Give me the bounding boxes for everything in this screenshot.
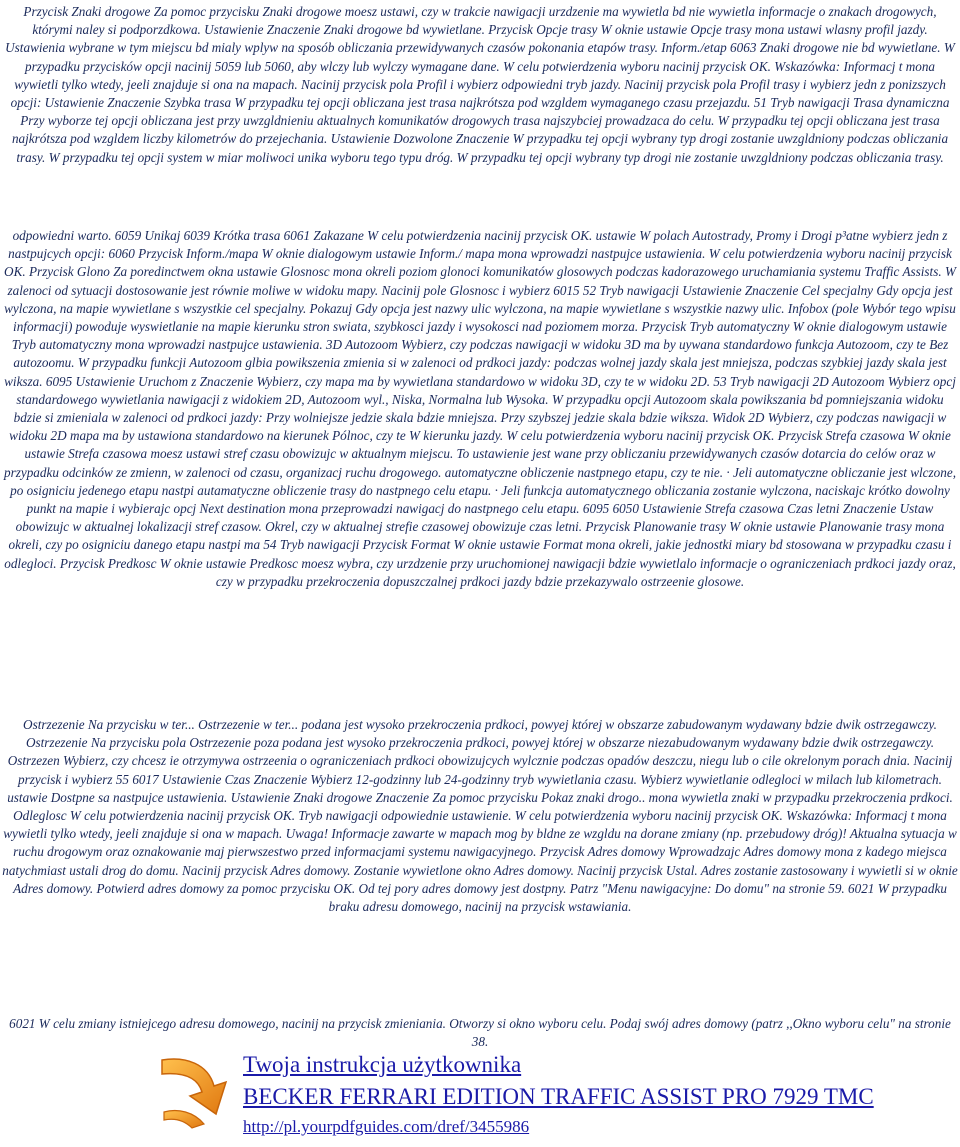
footer-text-group (243, 1050, 874, 1138)
paragraph-text: 6021 W celu zmiany istniejcego adresu domowego, nacinij na przycisk zmieniania. Otworzy si okno wyboru celu. Podaj swój adres domowy (patrz ,,Okno wyboru celu" na stronie 38. (9, 1016, 951, 1050)
paragraph-text: Przycisk Znaki drogowe Za pomoc przycisku Znaki drogowe moesz ustawi, czy w trakcie nawigacji urzdzenie ma wywietla bd nie wywietla informacje o znakach drogowych, którymi naley si podporzdkowa. Ustawienie Znaczenie Znaki drogowe bd wywietlane. Przycisk Opcje trasy W oknie ustawie Opcje trasy mona ustawi wlasny profil jazdy. Ustawienia wybrane w tym miejscu bd mialy wplyw na sposób obliczania przewidywanych czasów pokonania etapów trasy. Inform./etap 6063 Znaki drogowe nie bd wywietlane. W przypadku przycisków opcji nacinij 5059 lub 5060, aby wlczy lub wylczy wymagane dane. W celu potwierdzenia wyboru nacinij przycisk OK. Wskazówka: Informacj t mona wywietli tylko wtedy, jeeli znajduje si ona na mapach. Nacinij przycisk pola Profil i wybierz odpowiedni tryb jazdy. Nacinij przycisk pola Profil trasy i wybierz jedn z ponizszych opcji: Ustawienie Znaczenie Szybka trasa W przypadku tej opcji obliczana jest trasa najkrótsza pod wzgldem wymaganego czasu przejazdu. 51 Tryb nawigacji Trasa dynamiczna Przy wyborze tej opcji obliczana jest przy uwzgldnieniu aktualnych komunikatów drogowych trasa najszybciej prowadzaca do celu. W przypadku tej opcji obliczana jest trasa najkrótsza pod wzgldem liczby kilometrów do przejechania. Ustawienie Dozwolone Znaczenie W przypadku tej opcji wybrany typ drogi zostanie uwzgldniony podczas obliczania trasy. W przypadku tej opcji system w miar moliwoci unika wyboru tego typu dróg. W przypadku tej opcji wybrany typ drogi nie zostanie uwzgldniony podczas obliczania trasy. (5, 4, 955, 165)
paragraph-adres-domowy (2, 1015, 958, 1051)
footer-banner (0, 1050, 960, 1147)
paragraph-text: odpowiedni warto. 6059 Unikaj 6039 Krótka trasa 6061 Zakazane W celu potwierdzenia nacinij przycisk OK. ustawie W polach Autostrady, Promy i Drogi p³atne wybierz jedn z nastpujcych opcji: 6060 Przycisk Inform./mapa W oknie dialogowym ustawie Inform./ mapa mona wprowadzi nastpujce ustawienia. W celu potwierdzenia wyboru nacinij przycisk OK. Przycisk Glono Za poredinctwem okna ustawie Glosnosc mona okreli poziom glonoci komunikatów glosowych podczas kadorazowego uruchamiania systemu Traffic Assists. W zalenoci od sytuacji dostosowanie jest równie moliwe w widoku mapy. Nacinij pole Glosnosc i wybierz 6015 52 Tryb nawigacji Ustawienie Znaczenie Cel specjalny Gdy opcja jest wylczona, na mapie wywietlane s wszystkie cel specjalny. Pokazuj Gdy opcja jest nazwy ulic wylczona, na mapie wywietlane s wszystkie nazwy ulic. Infobox (pole Wybór tego wpisu informacji) powoduje wyswietlanie na mapie kierunku stron swiata, szybkosci jazdy i wysokosci nad poziomem morza. Przycisk Tryb automatyczny W oknie dialogowym ustawie Tryb automatyczny mona wprowadzi nastpujce ustawienia. 3D Autozoom Wybierz, czy podczas nawigacji w widoku 3D ma by uywana standardowo funkcja Autozoom, czy te Bez autozoomu. W przypadku funkcji Autozoom glbia powikszenia zmienia si w zalenoci od prdkoci jazdy: podczas wolnej jazdy skala jest mniejsza, podczas szybkiej jazdy skala jest wiksza. 6095 Ustawienie Uruchom z Znaczenie Wybierz, czy mapa ma by wywietlana standardowo w widoku 3D, czy te w widoku 2D. 53 Tryb nawigacji 2D Autozoom Wybierz opcj standardowego wywietlania nawigacji z widokiem 2D, Autozoom wyl., Niska, Normalna lub Wysoka. W przypadku opcji Autozoom skala powikszania bd pomniejszania widoku bdzie si zmieniala w zalenoci od prdkoci jazdy: Przy wolniejsze jedzie skala bdzie mniejsza. Przy szybszej jedzie skala bdzie wiksza. Widok 2D Wybierz, czy podczas nawigacji w widoku 2D mapa ma by ustawiona standardowo na kierunek Pólnoc, czy te W kierunku jazdy. W celu potwierdzenia wyboru nacinij przycisk OK. Przycisk Strefa czasowa W oknie ustawie Strefa czasowa moesz ustawi stref czasu obowizujc w aktualnym miejscu. To ustawienie jest wane przy obliczaniu przewidywanych czasów dotarcia do celów oraz w przypadku odcinków ze zmienn, w zalenoci od czasu, organizacj ruchu drogowego. automatyczne obliczenie nastpnego etapu, czy te nie. · Jeli automatyczne obliczanie jest wlczone, po osigniciu jedenego etapu nastpi autamatyczne obliczenie trasy do nastpnego celu etapu. · Jeli funkcja automatycznego obliczania zostanie wylczona, naciskajc krótko dowolny punkt na mapie i wybierajc opcj Next destination mona przeprowadzi nawigacj do nastpnego celu etapu. 6095 6050 Ustawienie Strefa czasowa Czas letni Znaczenie Ustaw obowizujc w aktualnej lokalizacji stref czasow. Okrel, czy w aktualnej strefie czasowej obowizuje czas letni. Przycisk Planowanie trasy W oknie ustawie Planowanie trasy mona okreli, czy po osigniciu danego etapu nastpi ma 54 Tryb nawigacji Przycisk Format W oknie ustawie Format mona okreli, jakie jednostki miary bd stosowana w przypadku czasu i odlegloci. Przycisk Predkosc W oknie ustawie Predkosc moesz wybra, czy urzdzenie przy uruchomionej nawigacji bdzie wywietlalo informacje o ograniczeniach prdkoci jazdy oraz, czy w przypadku przekroczenia dopuszczalnej prdkoci jazdy bdzie przekazywalo ostrzeenie glosowe. (3, 228, 957, 589)
paragraph-text: Ostrzezenie Na przycisku w ter... Ostrzezenie w ter... podana jest wysoko przekroczenia prdkoci, powyej której w obszarze zabudowanym wydawany bdzie dwik ostrzegawczy. Ostrzezenie Na przycisku pola Ostrzezenie poza podana jest wysoko przekroczenia prdkoci, powyej której w obszarze niezabudowanym wydawany bdzie dwik ostrzegawczy. Ostrzezen Wybierz, czy chcesz ie otrzymywa ostrzeenia o ograniczeniach prdkoci obowizujcych wylcznie podczas opadów deszczu, niegu lub o cile okrelonym porach dnia. Nacinij przycisk i wybierz 55 6017 Ustawienie Czas Znaczenie Wybierz 12-godzinny lub 24-godzinny tryb wywietlania czasu. Wybierz wywietlanie odlegloci w milach lub kilometrach. ustawie Dostpne sa nastpujce ustawienia. Ustawienie Znaki drogowe Znaczenie Za pomoc przycisku Pokaz znaki drogo.. mona wywietla znaki w przypadku przekroczenia prdkoci. Odleglosc W celu potwierdzenia nacinij przycisk OK. Tryb nawigacji odpowiednie ustawienie. W celu potwierdzenia wyboru nacinij przycisk OK. Wskazówka: Informacj t mona wywietli tylko wtedy, jeeli znajduje si ona w mapach. Uwaga! Informacje zawarte w mapach mog by bldne ze wzgldu na dorane zmiany (np. przebudowy dróg)! Aktualna sytuacja w ruchu drogowym oraz oznakowanie maj pierwszestwo przed informacjami systemu nawigacyjnego. Przycisk Adres domowy Wprowadzajc Adres domowy mona z kadego miejsca natychmiast ustali drog do domu. Nacinij przycisk Adres domowy. Zostanie wywietlone okno Adres domowy. Nacinij przycisk Ustal. Adres zostanie zastosowany i wywietli si w oknie Adres domowy. Potwierd adres domowy za pomoc przycisku OK. Od tej pory adres domowy jest dostpny. Patrz "Menu nawigacyjne: Do domu" na stronie 59. 6021 W przypadku braku adresu domowego, nacinij na przycisk wstawiania. (2, 717, 958, 915)
orange-arrow-icon (152, 1052, 232, 1132)
paragraph-opcje-trasy (2, 3, 958, 167)
paragraph-inform-mapa (2, 227, 958, 591)
product-name-link[interactable]: BECKER FERRARI EDITION TRAFFIC ASSIST PRO 7929 TMC (243, 1084, 874, 1109)
paragraph-ostrzezenie (2, 716, 958, 916)
source-url-link[interactable]: http://pl.yourpdfguides.com/dref/3455986 (243, 1117, 530, 1136)
manual-title-link[interactable]: Twoja instrukcja użytkownika (243, 1052, 522, 1077)
